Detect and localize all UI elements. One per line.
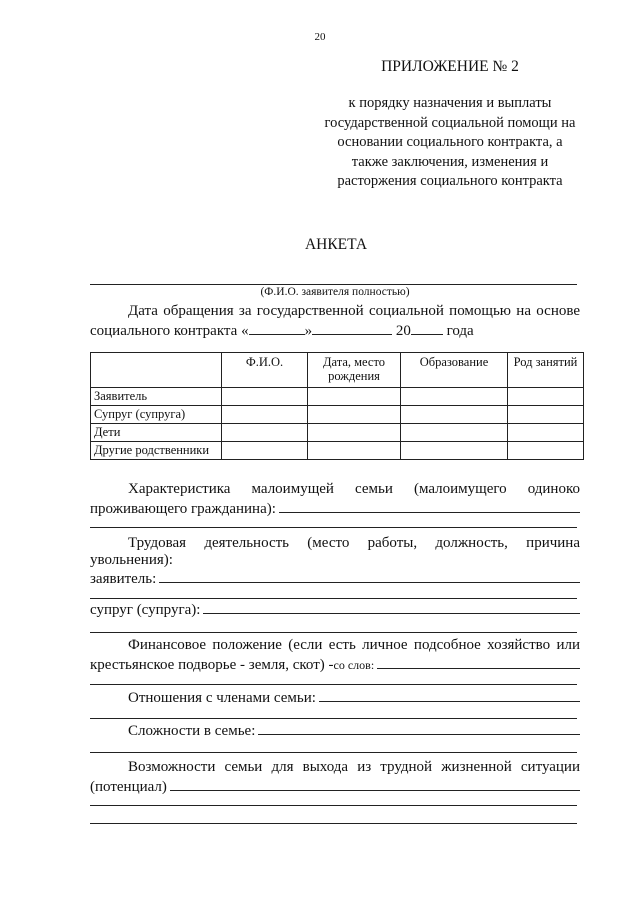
finance-field[interactable] [377, 655, 580, 669]
subtitle-line: расторжения социального контракта [337, 173, 563, 189]
table-cell[interactable] [308, 406, 401, 424]
table-cell[interactable] [401, 442, 508, 460]
subtitle-line: также заключения, изменения и [351, 153, 549, 170]
applicant-field[interactable] [159, 569, 580, 583]
table-cell[interactable] [508, 442, 584, 460]
finance-extra-line[interactable] [90, 684, 577, 685]
difficulties-field[interactable] [258, 721, 580, 735]
table-row [91, 406, 584, 424]
table-cell[interactable] [222, 442, 308, 460]
family-table [90, 352, 584, 460]
relations-label: Отношения с членами семьи: [128, 690, 316, 706]
appendix-title: ПРИЛОЖЕНИЕ № 2 [381, 58, 519, 75]
table-cell[interactable] [308, 424, 401, 442]
opportunities-line-2 [90, 777, 580, 797]
table-header-row [91, 353, 584, 388]
opportunities-label: (потенциал) [90, 779, 167, 795]
spouse-field[interactable] [203, 600, 580, 614]
applicant-extra-line[interactable] [90, 598, 577, 599]
date-prefix: социального контракта « [90, 323, 249, 339]
relations-field[interactable] [319, 688, 580, 702]
opportunities-extra-line-2[interactable] [90, 823, 577, 824]
table-header-cell: Образование [401, 353, 508, 388]
spouse-label: супруг (супруга): [90, 602, 201, 618]
date-mid: » [304, 323, 313, 339]
year-field[interactable] [411, 321, 443, 335]
date-suffix: года [442, 323, 474, 339]
family-char-label: проживающего гражданина): [90, 501, 276, 517]
month-field[interactable] [312, 321, 392, 335]
opportunities-field[interactable] [170, 777, 580, 791]
labor-line-1: Трудовая деятельность (место работы, должность, причина [128, 535, 580, 551]
date-line-1: Дата обращения за государственной социальной помощью на основе [128, 303, 580, 319]
form-title: АНКЕТА [304, 236, 368, 253]
table-cell[interactable] [308, 442, 401, 460]
family-char-extra-line[interactable] [90, 527, 577, 528]
table-header-cell: Род занятий [508, 353, 584, 388]
subtitle-line: государственной социальной помощи на [324, 114, 576, 131]
difficulties-line [90, 721, 580, 741]
row-label: Дети [91, 424, 222, 442]
day-field[interactable] [249, 321, 305, 335]
relations-extra-line[interactable] [90, 718, 577, 719]
labor-line-2: увольнения): [90, 552, 173, 568]
table-cell[interactable] [401, 424, 508, 442]
appendix-subtitle [300, 94, 600, 192]
table-cell[interactable] [401, 406, 508, 424]
applicant-label: заявитель: [90, 571, 157, 587]
row-label: Супруг (супруга) [91, 406, 222, 424]
row-label: Заявитель [91, 388, 222, 406]
difficulties-extra-line[interactable] [90, 752, 577, 753]
table-row [91, 388, 584, 406]
relations-line [90, 688, 580, 708]
opportunities-line-1: Возможности семьи для выхода из трудной жизненной ситуации [128, 759, 580, 775]
finance-line-2 [90, 655, 580, 675]
finance-note: со слов: [333, 658, 375, 672]
subtitle-line: основании социального контракта, а [337, 134, 563, 150]
finance-label: крестьянское подворье - земля, скот) - [90, 657, 334, 673]
table-cell[interactable] [508, 424, 584, 442]
difficulties-label: Сложности в семье: [128, 723, 256, 739]
table-header-cell [91, 353, 222, 388]
family-char-line-1: Характеристика малоимущей семьи (малоимущего одиноко [128, 481, 580, 497]
table-cell[interactable] [308, 388, 401, 406]
table-cell[interactable] [222, 406, 308, 424]
table-cell[interactable] [508, 406, 584, 424]
fio-field-line[interactable] [90, 284, 577, 285]
date-line-2 [90, 321, 580, 341]
subtitle-line: к порядку назначения и выплаты [348, 95, 552, 111]
family-char-field[interactable] [279, 499, 580, 513]
table-header-cell: Ф.И.О. [222, 353, 308, 388]
table-cell[interactable] [222, 388, 308, 406]
finance-line-1: Финансовое положение (если есть личное подсобное хозяйство или [128, 637, 580, 653]
spouse-extra-line[interactable] [90, 632, 577, 633]
table-row [91, 424, 584, 442]
table-header-cell: Дата, место рождения [308, 353, 401, 388]
table-row [91, 442, 584, 460]
table-cell[interactable] [222, 424, 308, 442]
family-char-line-2 [90, 499, 580, 519]
page-number: 20 [314, 31, 326, 43]
opportunities-extra-line-1[interactable] [90, 805, 577, 806]
table-cell[interactable] [508, 388, 584, 406]
fio-caption: (Ф.И.О. заявителя полностью) [260, 286, 410, 298]
row-label: Другие родственники [91, 442, 222, 460]
table-cell[interactable] [401, 388, 508, 406]
year-prefix: 20 [392, 323, 411, 339]
spouse-line [90, 600, 580, 620]
applicant-line [90, 569, 580, 589]
